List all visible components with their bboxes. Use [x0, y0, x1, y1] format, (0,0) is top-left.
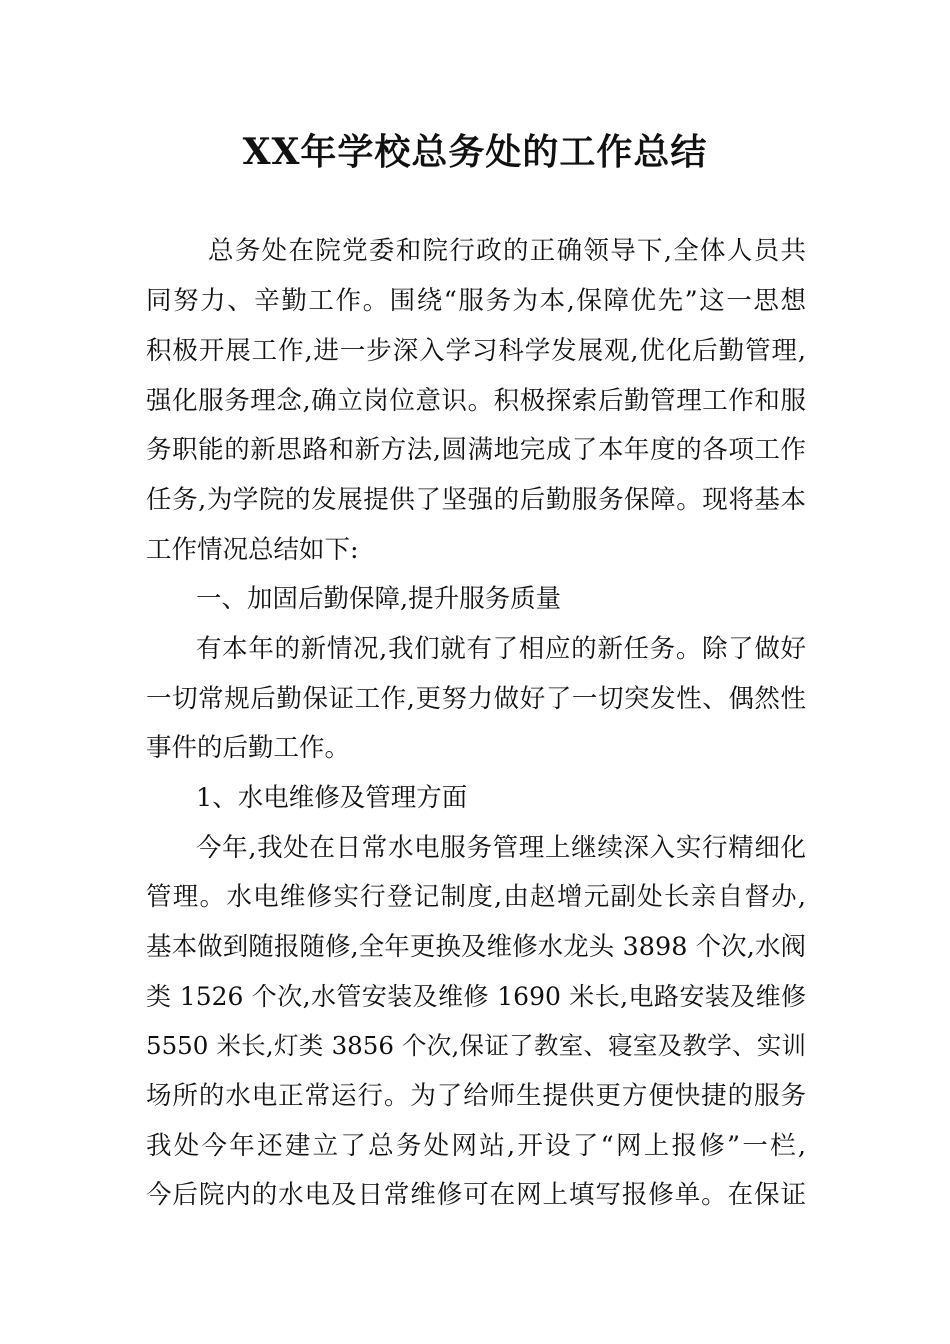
- paragraph-line: 事件的后勤工作。: [146, 733, 351, 763]
- paragraph-line: 强化服务理念,确立岗位意识。积极探索后勤管理工作和服: [146, 386, 806, 416]
- paragraph-line: 我处今年还建立了总务处网站,开设了“网上报修”一栏,: [146, 1131, 806, 1161]
- section-heading: 一、加固后勤保障,提升服务质量: [196, 584, 562, 614]
- document-title: XX年学校总务处的工作总结: [242, 131, 708, 173]
- paragraph-line: 类 1526 个次,水管安装及维修 1690 米长,电路安装及维修: [146, 982, 806, 1011]
- paragraph-line: 基本做到随报随修,全年更换及维修水龙头 3898 个次,水阀: [146, 932, 806, 962]
- paragraph-line: 工作情况总结如下:: [146, 535, 359, 565]
- paragraph-line: 积极开展工作,进一步深入学习科学发展观,优化后勤管理,: [146, 336, 806, 366]
- paragraph-line: 场所的水电正常运行。为了给师生提供更方便快捷的服务: [146, 1081, 806, 1111]
- paragraph-line: 任务,为学院的发展提供了坚强的后勤服务保障。现将基本: [146, 485, 806, 515]
- paragraph-line: 管理。水电维修实行登记制度,由赵增元副处长亲自督办,: [146, 882, 806, 912]
- paragraph-line: 5550 米长,灯类 3856 个次,保证了教室、寝室及教学、实训: [146, 1031, 806, 1060]
- paragraph-line: 一切常规后勤保证工作,更努力做好了一切突发性、偶然性: [146, 684, 806, 714]
- paragraph-line: 有本年的新情况,我们就有了相应的新任务。除了做好: [196, 634, 806, 664]
- paragraph-line: 今后院内的水电及日常维修可在网上填写报修单。在保证: [146, 1180, 806, 1210]
- paragraph-line: 今年,我处在日常水电服务管理上继续深入实行精细化: [196, 833, 806, 863]
- paragraph-line: 务职能的新思路和新方法,圆满地完成了本年度的各项工作: [146, 435, 806, 465]
- paragraph-line: 总务处在院党委和院行政的正确领导下,全体人员共: [208, 236, 806, 266]
- paragraph-line: 同努力、辛勤工作。围绕“服务为本,保障优先”这一思想: [146, 286, 806, 316]
- subsection-heading: 1、水电维修及管理方面: [196, 783, 468, 813]
